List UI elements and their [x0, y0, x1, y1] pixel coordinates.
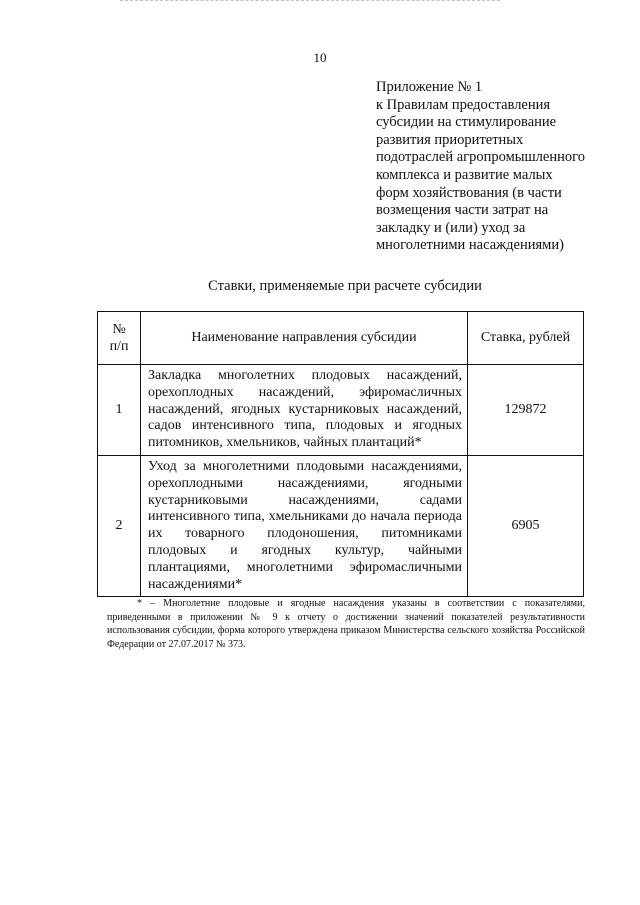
header-number-abbrev: п/п [109, 339, 129, 354]
appendix-line: форм хозяйствования (в части [376, 184, 562, 201]
row-name: Закладка многолетних плодовых насаждений, орехоплодных насаждений, эфиромасличных насаждений, ягодных кустарниковых насаждений, садов интенсивного типа, плодовых и ягодных питомников, хмельников, чайных плантаций* [141, 365, 468, 456]
footnote: * – Многолетние плодовые и ягодные насаждения указаны в соответствии с показателями, приведенными в приложении № 9 к отчету о достижении значений показателей результативности использования субсидии, форма которого утверждена приказом Министерства сельского хозяйства Российской Федерации от 27.07.2017 № 373. [107, 598, 585, 650]
header-name: Наименование направления субсидии [141, 312, 468, 365]
table-header-row [98, 312, 584, 365]
appendix-line: Приложение № 1 [376, 79, 483, 95]
appendix-header [376, 79, 606, 255]
table-row [98, 455, 584, 596]
row-rate: 6905 [468, 455, 584, 596]
row-name: Уход за многолетними плодовыми насаждениями, орехоплодными насаждениями, ягодными кустарниковыми насаждениями, садами интенсивного типа, хмельниками до начала периода их товарного плодоношения, питомниками плодовых и ягодных культур, чайными плантациями, многолетними эфиромасличными насаждениями* [141, 455, 468, 596]
appendix-line: развития приоритетных [376, 131, 524, 148]
appendix-line: многолетними насаждениями) [376, 237, 564, 254]
appendix-line: подотраслей агропромышленного [376, 149, 585, 166]
appendix-line: к Правилам предоставления [376, 96, 551, 113]
appendix-line: закладку и (или) уход за [376, 219, 526, 236]
row-number: 1 [98, 365, 141, 456]
appendix-line: возмещения части затрат на [376, 202, 549, 219]
row-rate: 129872 [468, 365, 584, 456]
header-number-symbol: № [112, 322, 126, 337]
header-rate: Ставка, рублей [468, 312, 584, 365]
row-number: 2 [98, 455, 141, 596]
document-title: Ставки, применяемые при расчете субсидии [208, 278, 482, 294]
rates-table [97, 311, 584, 597]
table-row [98, 365, 584, 456]
scan-artifact-line [120, 0, 500, 3]
header-number [98, 312, 141, 365]
page-number: 10 [313, 50, 327, 65]
appendix-line: субсидии на стимулирование [376, 114, 557, 131]
appendix-line: комплекса и развитие малых [376, 166, 553, 183]
